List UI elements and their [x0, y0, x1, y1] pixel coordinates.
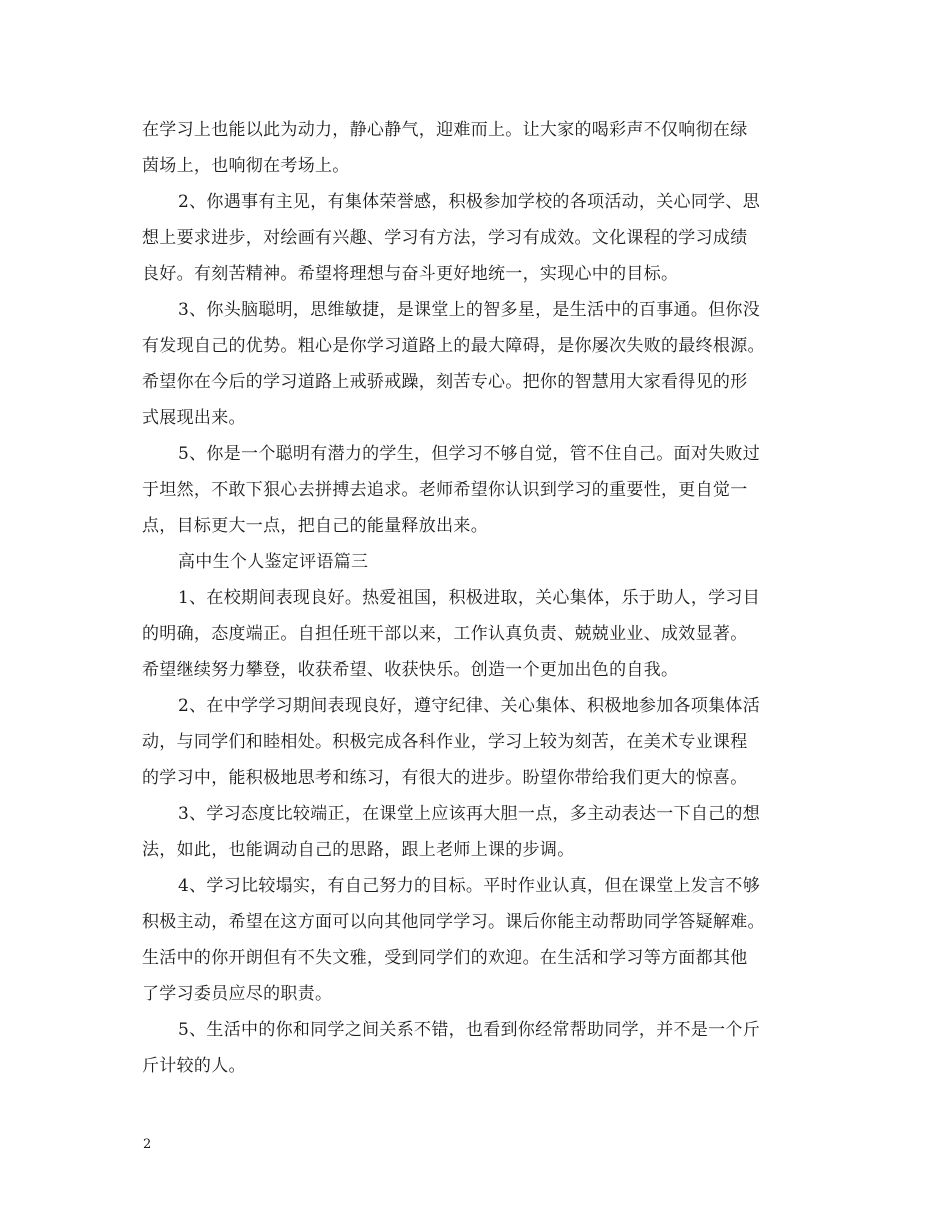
text-line: 3、学习态度比较端正，在课堂上应该再大胆一点，多主动表达一下自己的想: [178, 804, 761, 824]
text-line: 积极主动，希望在这方面可以向其他同学学习。课后你能主动帮助同学答疑解难。: [142, 912, 765, 932]
text-line: 希望继续努力攀登，收获希望、收获快乐。创造一个更加出色的自我。: [142, 660, 679, 680]
section-heading: 高中生个人鉴定评语篇三: [178, 552, 369, 572]
text-line: 5、你是一个聪明有潜力的学生，但学习不够自觉，管不住自己。面对失败过: [178, 444, 761, 464]
text-line: 式展现出来。: [142, 408, 246, 428]
text-line: 希望你在今后的学习道路上戒骄戒躁，刻苦专心。把你的智慧用大家看得见的形: [142, 372, 748, 392]
text-line: 点，目标更大一点，把自己的能量释放出来。: [142, 516, 488, 536]
text-line: 茵场上，也响彻在考场上。: [142, 156, 350, 176]
text-line: 想上要求进步，对绘画有兴趣、学习有方法，学习有成效。文化课程的学习成绩: [142, 228, 748, 248]
text-line: 有发现自己的优势。粗心是你学习道路上的最大障碍，是你屡次失败的最终根源。: [142, 336, 765, 356]
document-body: [142, 112, 810, 1084]
text-line: 的学习中，能积极地思考和练习，有很大的进步。盼望你带给我们更大的惊喜。: [142, 768, 748, 788]
page-number: 2: [143, 1137, 152, 1152]
text-line: 在学习上也能以此为动力，静心静气，迎难而上。让大家的喝彩声不仅响彻在绿: [142, 120, 748, 140]
text-line: 良好。有刻苦精神。希望将理想与奋斗更好地统一，实现心中的目标。: [142, 264, 679, 284]
text-line: 3、你头脑聪明，思维敏捷，是课堂上的智多星，是生活中的百事通。但你没: [178, 300, 761, 320]
text-line: 4、学习比较塌实，有自己努力的目标。平时作业认真，但在课堂上发言不够: [178, 876, 761, 896]
text-line: 的明确，态度端正。自担任班干部以来，工作认真负责、兢兢业业、成效显著。: [142, 624, 748, 644]
text-line: 于坦然，不敢下狠心去拼搏去追求。老师希望你认识到学习的重要性，更自觉一: [142, 480, 748, 500]
text-line: 1、在校期间表现良好。热爱祖国，积极进取，关心集体，乐于助人，学习目: [178, 588, 761, 608]
body-text: [142, 112, 810, 1084]
text-line: 生活中的你开朗但有不失文雅，受到同学们的欢迎。在生活和学习等方面都其他: [142, 948, 748, 968]
text-line: 5、生活中的你和同学之间关系不错，也看到你经常帮助同学，并不是一个斤: [178, 1020, 761, 1040]
text-line: 法，如此，也能调动自己的思路，跟上老师上课的步调。: [142, 840, 575, 860]
text-line: 斤计较的人。: [142, 1056, 246, 1076]
text-line: 动，与同学们和睦相处。积极完成各科作业，学习上较为刻苦，在美术专业课程: [142, 732, 748, 752]
text-line: 2、在中学学习期间表现良好，遵守纪律、关心集体、积极地参加各项集体活: [178, 696, 761, 716]
text-line: 2、你遇事有主见，有集体荣誉感，积极参加学校的各项活动，关心同学、思: [178, 192, 761, 212]
text-line: 了学习委员应尽的职责。: [142, 984, 333, 1004]
